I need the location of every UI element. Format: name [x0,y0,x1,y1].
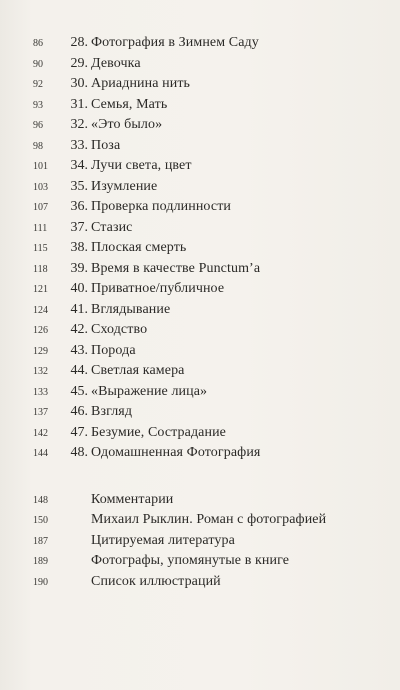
toc-appendix-entry [0,551,400,572]
toc-page-number: 190 [33,576,48,588]
toc-entry [0,341,400,362]
toc-chapter-number: 29. [70,55,88,71]
toc-appendix-title: Цитируемая литература [91,532,235,548]
toc-chapter-number: 46. [70,404,88,419]
toc-chapter-number: 40. [70,281,88,296]
toc-entry [0,361,400,382]
toc-chapter-number: 28. [70,35,88,50]
toc-chapter-number: 33. [70,137,88,153]
section-spacer [0,464,400,490]
toc-page-number: 150 [33,515,48,526]
toc-chapter-title: Ариаднина нить [91,76,191,91]
toc-entry [0,259,400,280]
toc-chapter-title: Стазис [91,219,133,235]
toc-entry [0,320,400,341]
toc-entry [0,115,400,136]
toc-chapter-number: 45. [70,383,88,399]
toc-chapter-title: Семья, Мать [91,96,168,112]
toc-chapter-number: 43. [70,342,88,358]
toc-entry [0,238,400,259]
toc-chapter-title: Сходство [91,322,148,337]
toc-chapter-number: 48. [70,445,88,460]
toc-page-number: 137 [33,407,48,418]
toc-appendix-title: Комментарии [91,491,174,507]
toc-page-number: 121 [33,284,48,295]
toc-chapter-title: Фотография в Зимнем Саду [91,35,259,50]
toc-chapter-title: Приватное/публичное [91,281,225,296]
toc-chapter-number: 35. [70,178,88,194]
toc-chapter-number: 47. [70,424,88,440]
toc-page-number: 148 [33,494,48,506]
toc-page-number: 93 [33,99,43,111]
toc-page-number: 111 [33,222,48,234]
toc-page-number: 144 [33,448,48,459]
toc-page-number: 132 [33,366,48,377]
toc-chapter-number: 31. [70,96,88,112]
toc-page-number: 133 [33,386,48,398]
toc-chapter-title: Время в качестве Punctum’а [91,260,261,276]
toc-page-number: 86 [33,38,43,49]
toc-chapter-number: 36. [70,199,88,214]
toc-page-number: 90 [33,58,43,70]
toc-page-number: 92 [33,79,43,90]
toc-entry [0,74,400,95]
toc-page-number: 187 [33,535,48,547]
toc-entry [0,218,400,239]
toc-entry [0,382,400,403]
toc-appendix-entry [0,490,400,511]
toc-entry [0,156,400,177]
toc-page-number: 118 [33,263,48,275]
toc-chapter-title: Безумие, Сострадание [91,424,226,440]
toc-page-number: 129 [33,345,48,357]
toc-entry [0,95,400,116]
toc-entry [0,197,400,218]
toc-chapter-title: Вглядывание [91,301,171,317]
toc-entry [0,177,400,198]
toc-chapter-number: 32. [70,117,88,132]
toc-entry [0,423,400,444]
table-of-contents [0,33,400,592]
toc-appendix-title: Фотографы, упомянутые в книге [91,553,290,568]
toc-chapter-title: Порода [91,342,136,358]
toc-page-number: 103 [33,181,48,193]
toc-chapter-title: Светлая камера [91,363,185,378]
toc-appendix-entry [0,531,400,552]
toc-chapter-number: 41. [70,301,88,317]
toc-chapter-number: 37. [70,219,88,235]
toc-chapter-number: 38. [70,240,88,255]
toc-entry [0,33,400,54]
toc-entry [0,402,400,423]
toc-appendix-title: Михаил Рыклин. Роман с фотографией [91,512,327,527]
toc-chapter-number: 44. [70,363,88,378]
toc-entry [0,54,400,75]
toc-page-number: 142 [33,427,48,439]
toc-chapter-title: «Это было» [91,117,163,132]
toc-page-number: 189 [33,556,48,567]
toc-page-number: 98 [33,140,43,152]
toc-appendix-entry [0,572,400,593]
toc-chapter-title: Поза [91,137,121,153]
toc-entry [0,136,400,157]
toc-chapter-number: 42. [70,322,88,337]
toc-page-number: 96 [33,120,43,131]
toc-chapter-title: «Выражение лица» [91,383,208,399]
toc-entry [0,300,400,321]
toc-page-number: 115 [33,243,48,254]
toc-page-number: 124 [33,304,48,316]
toc-chapter-title: Одомашненная Фотография [91,445,261,460]
toc-page-number: 101 [33,161,48,172]
toc-chapter-title: Взгляд [91,404,133,419]
toc-chapter-number: 39. [70,260,88,276]
toc-chapter-title: Лучи света, цвет [91,158,192,173]
toc-page-number: 126 [33,325,48,336]
toc-entry [0,279,400,300]
toc-chapter-title: Плоская смерть [91,240,187,255]
toc-chapter-title: Изумление [91,178,158,194]
toc-page-number: 107 [33,202,48,213]
toc-chapter-number: 34. [70,158,88,173]
toc-entry [0,443,400,464]
toc-chapter-title: Проверка подлинности [91,199,232,214]
toc-appendix-title: Список иллюстраций [91,573,221,589]
toc-appendix-entry [0,510,400,531]
toc-chapter-title: Девочка [91,55,141,71]
toc-chapter-number: 30. [70,76,88,91]
